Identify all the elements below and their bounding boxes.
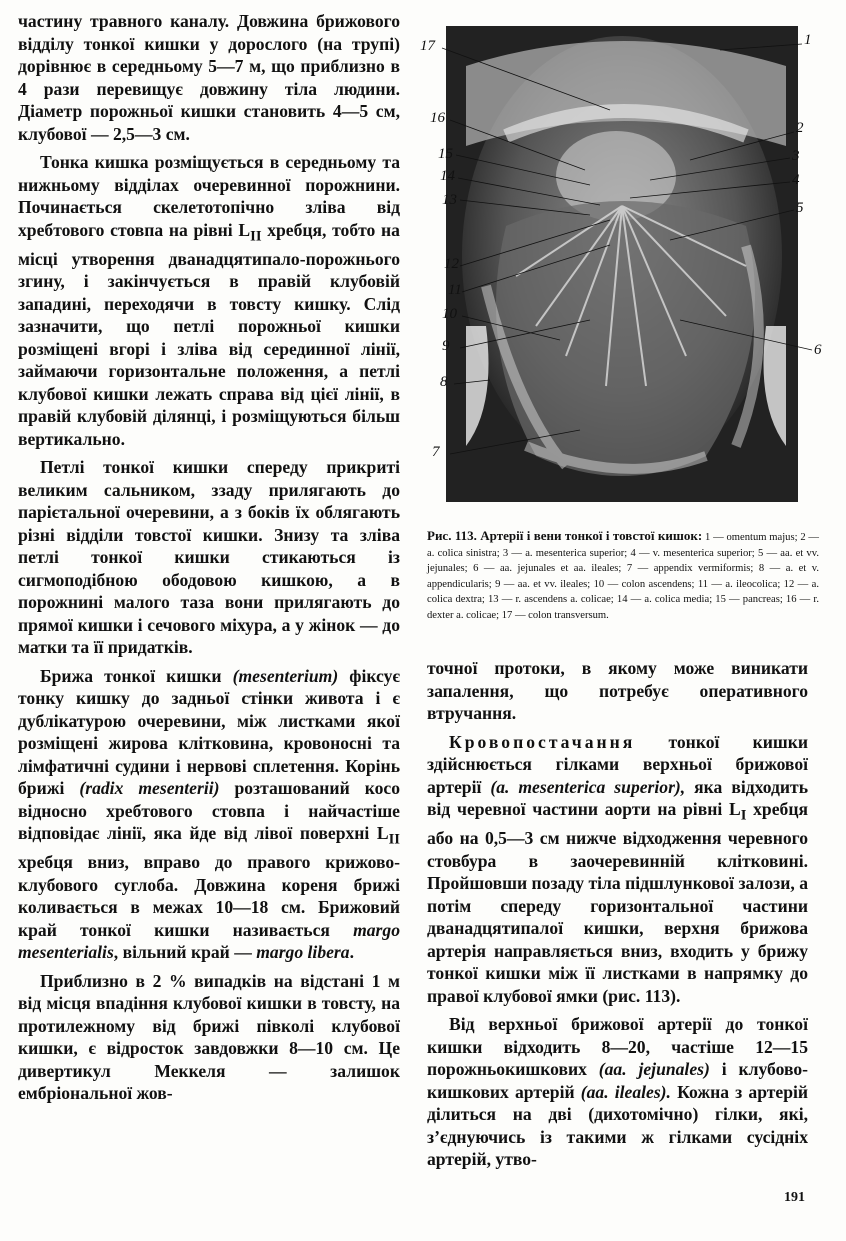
paragraph: Від верхньої брижової артерії до тонкої кишки відходить 8—20, частіше 12—15 порожньокишкових (aa. jejunales) і клубово-кишкових артерій (aa. ileales). Кожна з артерій ділиться на дві (дихотомічно) гілки, які, з’єднуючись із такими ж гілками сусідніх артерій, утво- <box>427 1014 809 1170</box>
figure-label: 10 <box>442 306 457 322</box>
figure-label: 2 <box>796 120 804 136</box>
figure-label: 17 <box>420 38 435 54</box>
figure-label: 11 <box>448 282 462 298</box>
caption-title: Рис. 113. Артерії і вени тонкої і товстої кишок: <box>427 528 703 543</box>
figure-label: 7 <box>432 444 440 460</box>
paragraph: Приблизно в 2 % випадків на відстані 1 м від місця впадіння клубової кишки в товсту, на протилежному від брижі півколі клубової кишки, є відросток завдовжки 8—10 см. Це дивертикул Меккеля — залишок ембріональної жов- <box>18 970 400 1104</box>
figure-label: 9 <box>442 338 450 354</box>
figure-caption <box>427 528 819 624</box>
section-term: Кровопостачання <box>449 731 636 752</box>
anatomy-figure <box>420 20 830 520</box>
figure-label: 12 <box>444 256 459 272</box>
figure-label: 8 <box>440 374 448 390</box>
figure-label: 6 <box>814 342 822 358</box>
paragraph: Брижа тонкої кишки (mesenterium) фіксує тонку кишку до задньої стінки живота і є дублікатурою очеревини, між листками якої розміщені жирова клітковина, кровоносні та лімфатичні судини і нервові сплетення. Корінь брижі (radix mesenterii) розташований косо відносно хребтового стовпа і найчастіше відповідає лінії, яка йде від лівої поверхні $L_{II}$ хребця вниз, вправо до правого крижово-клубового суглоба. Довжина кореня брижі коливається в межах 10—18 см. Брижовий край тонкої кишки називається margo mesenterialis, вільний край — margo libera. <box>18 665 401 963</box>
paragraph: Тонка кишка розміщується в середньому та нижньому відділах очеревинної порожнини. Починається скелетотопічно зліва від хребтового стовпа на рівні $L_{II}$ хребця, тобто на місці утворення дванадцятипало-порожнього згину, і закінчується в правій клубовій западині, переходячи в товсту кишку. Слід зазначити, що петлі порожньої кишки розміщені вгорі і зліва від серединної лінії, займаючи горизонтальне положення, а петлі клубової кишки лежать справа від цієї лінії, в правій клубовій ділянці, і розміщуються більш вертикально. <box>18 152 400 449</box>
right-column <box>427 657 808 1177</box>
leader-lines <box>420 20 830 520</box>
paragraph: частину травного каналу. Довжина брижового відділу тонкої кишки у дорослого (на трупі) дорівнює в середньому 5—7 м, що приблизно в 4 рази перевищує довжину тіла людини. Діаметр порожньої кишки становить 4—5 см, клубової — 2,5—3 см. <box>18 11 400 144</box>
paragraph: Кровопостачання тонкої кишки здійснюється гілками верхньої брижової артерії (a. mesenterica superior), яка відходить від черевної частини аорти на рівні $L_I$ хребця або на 0,5—3 см нижче відходження черевного стовбура в заочеревинній клітковині. Пройшовши позаду тіла підшлункової залози, а потім спереду горизонтальної частини дванадцятипалої кишки, верхня брижова артерія направляється вниз, входить у брижу тонкої кишки між її листками в напрямку до правої клубової ямки (рис. 113). <box>427 731 809 1006</box>
figure-label: 15 <box>438 146 453 162</box>
paragraph: Петлі тонкої кишки спереду прикриті великим сальником, ззаду прилягають до парієтальної очеревини, а з боків їх облягають різні відділи товстої кишки. Знизу та зліва петлі тонкої кишки стикаються із сигмоподібною ободовою кишкою, а в порожнині малого таза вони прилягають до прямої кишки і сечового міхура, а у жінок — до матки та її придатків. <box>18 457 400 658</box>
left-column <box>18 10 400 1111</box>
figure-label: 4 <box>792 172 800 188</box>
caption-body: 1 — omentum majus; 2 — a. colica sinistra; 3 — a. mesenterica superior; 4 — v. mesenterica superior; 5 — aa. et vv. jejunales; 6 — aa. jejunales et aa. ileales; 7 — appendix vermiformis; 8 — a. et v. appendicularis; 9 — aa. et vv. ileales; 10 — colon ascendens; 11 — a. ileocolica; 12 — a. colica dextra; 13 — r. ascendens a. colicae; 14 — a. colica media; 15 — pancreas; 16 — r. dexter a. colicae; 17 — colon transversum. <box>427 532 819 621</box>
paragraph: точної протоки, в якому може виникати запалення, що потребує оперативного втручання. <box>427 658 808 723</box>
figure-label: 13 <box>442 192 457 208</box>
figure-label: 5 <box>796 200 804 216</box>
figure-label: 16 <box>430 110 445 126</box>
page-number: 191 <box>784 1190 805 1205</box>
figure-label: 1 <box>804 32 812 48</box>
figure-label: 14 <box>440 168 455 184</box>
figure-label: 3 <box>792 148 800 164</box>
